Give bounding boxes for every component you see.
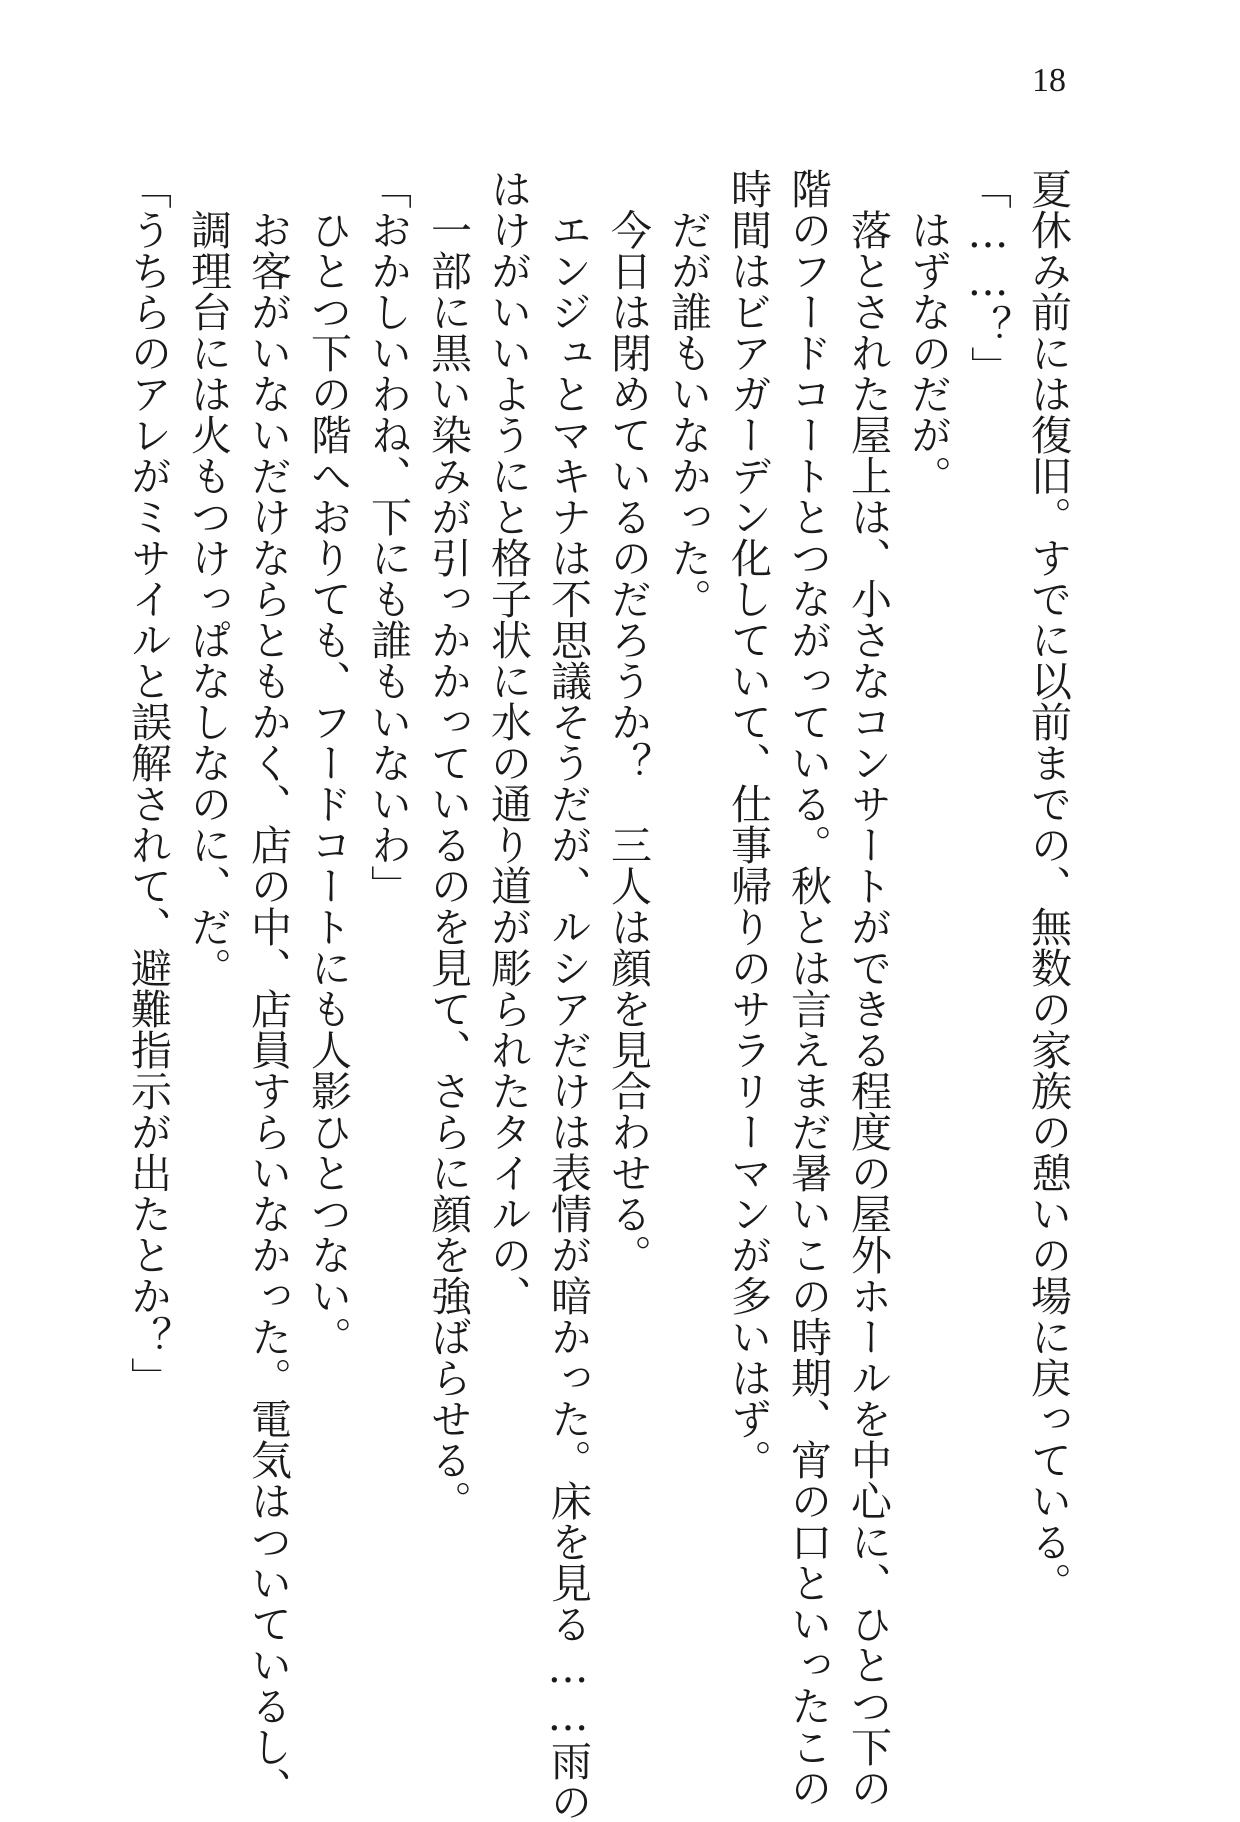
text-line: 時間はビアガーデン化していて、仕事帰りのサラリーマンが多いはず。 [724, 168, 772, 1480]
text-line: 落とされた屋上は、小さなコンサートができる程度の屋外ホールを中心に、ひとつ下の [844, 168, 892, 1808]
page-number: 18 [1032, 62, 1066, 99]
text-line: 「うちらのアレがミサイルと誤解されて、避難指示が出たとか？」 [124, 168, 172, 1398]
text-line: お客がいないだけならともかく、店の中、店員すらいなかった。電気はついているし、 [244, 168, 292, 1808]
text-line: 調理台には火もつけっぱなしなのに、だ。 [184, 168, 232, 988]
text-line: はけがいいようにと格子状に水の通り道が彫られたタイルの、 [484, 168, 532, 1316]
text-line: エンジュとマキナは不思議そうだが、ルシアだけは表情が暗かった。床を見る……雨の [544, 168, 592, 1822]
text-line: はずなのだが。 [904, 168, 952, 496]
text-line: 一部に黒い染みが引っかかっているのを見て、さらに顔を強ばらせる。 [424, 168, 472, 1521]
text-line: 今日は閉めているのだろうか？ 三人は顔を見合わせる。 [604, 168, 652, 1275]
text-line: 夏休み前には復旧。すでに以前までの、無数の家族の憩いの場に戻っている。 [1024, 168, 1072, 1603]
text-line: だが誰もいなかった。 [664, 168, 712, 619]
text-line: 「おかしいわね、下にも誰もいないわ」 [364, 168, 412, 906]
text-line: 「……？」 [964, 168, 1012, 387]
text-line: 階のフードコートとつながっている。秋とは言えまだ暑いこの時期、宵の口といったこの [784, 168, 832, 1808]
text-line: ひとつ下の階へおりても、フードコートにも人影ひとつない。 [304, 168, 352, 1357]
body-text [118, 168, 1078, 1822]
